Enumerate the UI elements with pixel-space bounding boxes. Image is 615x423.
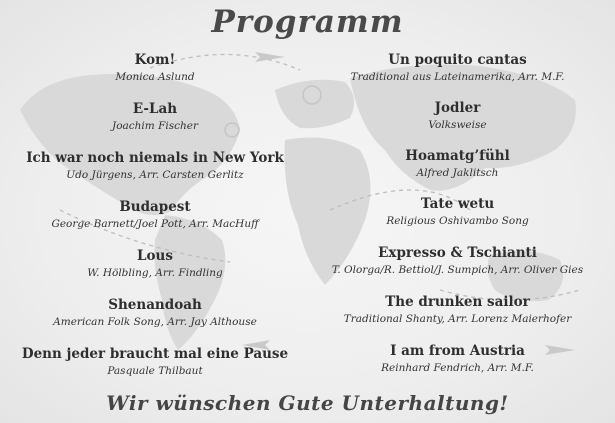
piece-composer: Traditional Shanty, Arr. Lorenz Maierhofer (343, 312, 572, 325)
program-item (305, 54, 610, 82)
program-item (0, 152, 310, 180)
piece-composer: Udo Jürgens, Arr. Carsten Gerlitz (66, 168, 244, 181)
piece-title: Kom! (134, 52, 176, 68)
piece-title: Jodler (434, 100, 481, 116)
piece-composer: Pasquale Thilbaut (107, 364, 203, 377)
program-item (305, 198, 610, 226)
program-item (305, 102, 610, 130)
piece-title: I am from Austria (390, 343, 525, 359)
north-america-shape (20, 74, 240, 215)
piece-composer: Reinhard Fendrich, Arr. M.F. (381, 361, 534, 374)
piece-title: Denn jeder braucht mal eine Pause (21, 346, 289, 362)
piece-title: Budapest (119, 199, 191, 215)
piece-composer: T. Olorga/R. Bettiol/J. Sumpich, Arr. Oliver Gies (331, 263, 584, 276)
piece-composer: Traditional aus Lateinamerika, Arr. M.F. (350, 70, 565, 83)
piece-composer: American Folk Song, Arr. Jay Althouse (53, 315, 257, 328)
program-item (305, 345, 610, 373)
piece-title: Tate wetu (420, 196, 495, 212)
piece-composer: Monica Aslund (115, 70, 195, 83)
program-item (305, 247, 610, 275)
piece-composer: Alfred Jaklitsch (416, 166, 499, 179)
piece-composer: George Barnett/Joel Pott, Arr. MacHuff (51, 217, 259, 230)
piece-composer: Religious Oshivambo Song (386, 214, 529, 227)
program-item (0, 348, 310, 376)
piece-title: Expresso & Tschianti (378, 245, 537, 261)
program-item (305, 296, 610, 324)
closing-message: Wir wünschen Gute Unterhaltung! (106, 391, 509, 415)
piece-title: Shenandoah (108, 297, 202, 313)
piece-composer: Volksweise (428, 118, 487, 131)
program-item (305, 150, 610, 178)
piece-title: The drunken sailor (385, 294, 530, 310)
program-item (0, 54, 310, 82)
program-item (0, 250, 310, 278)
piece-title: Hoamatg’fühl (405, 148, 510, 164)
program-item (0, 201, 310, 229)
piece-title: Un poquito cantas (388, 52, 527, 68)
program-title: Programm (211, 4, 404, 40)
piece-title: E-Lah (132, 101, 178, 117)
piece-composer: W. Hölbling, Arr. Findling (87, 266, 223, 279)
piece-composer: Joachim Fischer (112, 119, 198, 132)
program-item (0, 299, 310, 327)
piece-title: Ich war noch niemals in New York (26, 150, 284, 166)
program-item (0, 103, 310, 131)
piece-title: Lous (137, 248, 173, 264)
south-america-shape (154, 215, 225, 350)
